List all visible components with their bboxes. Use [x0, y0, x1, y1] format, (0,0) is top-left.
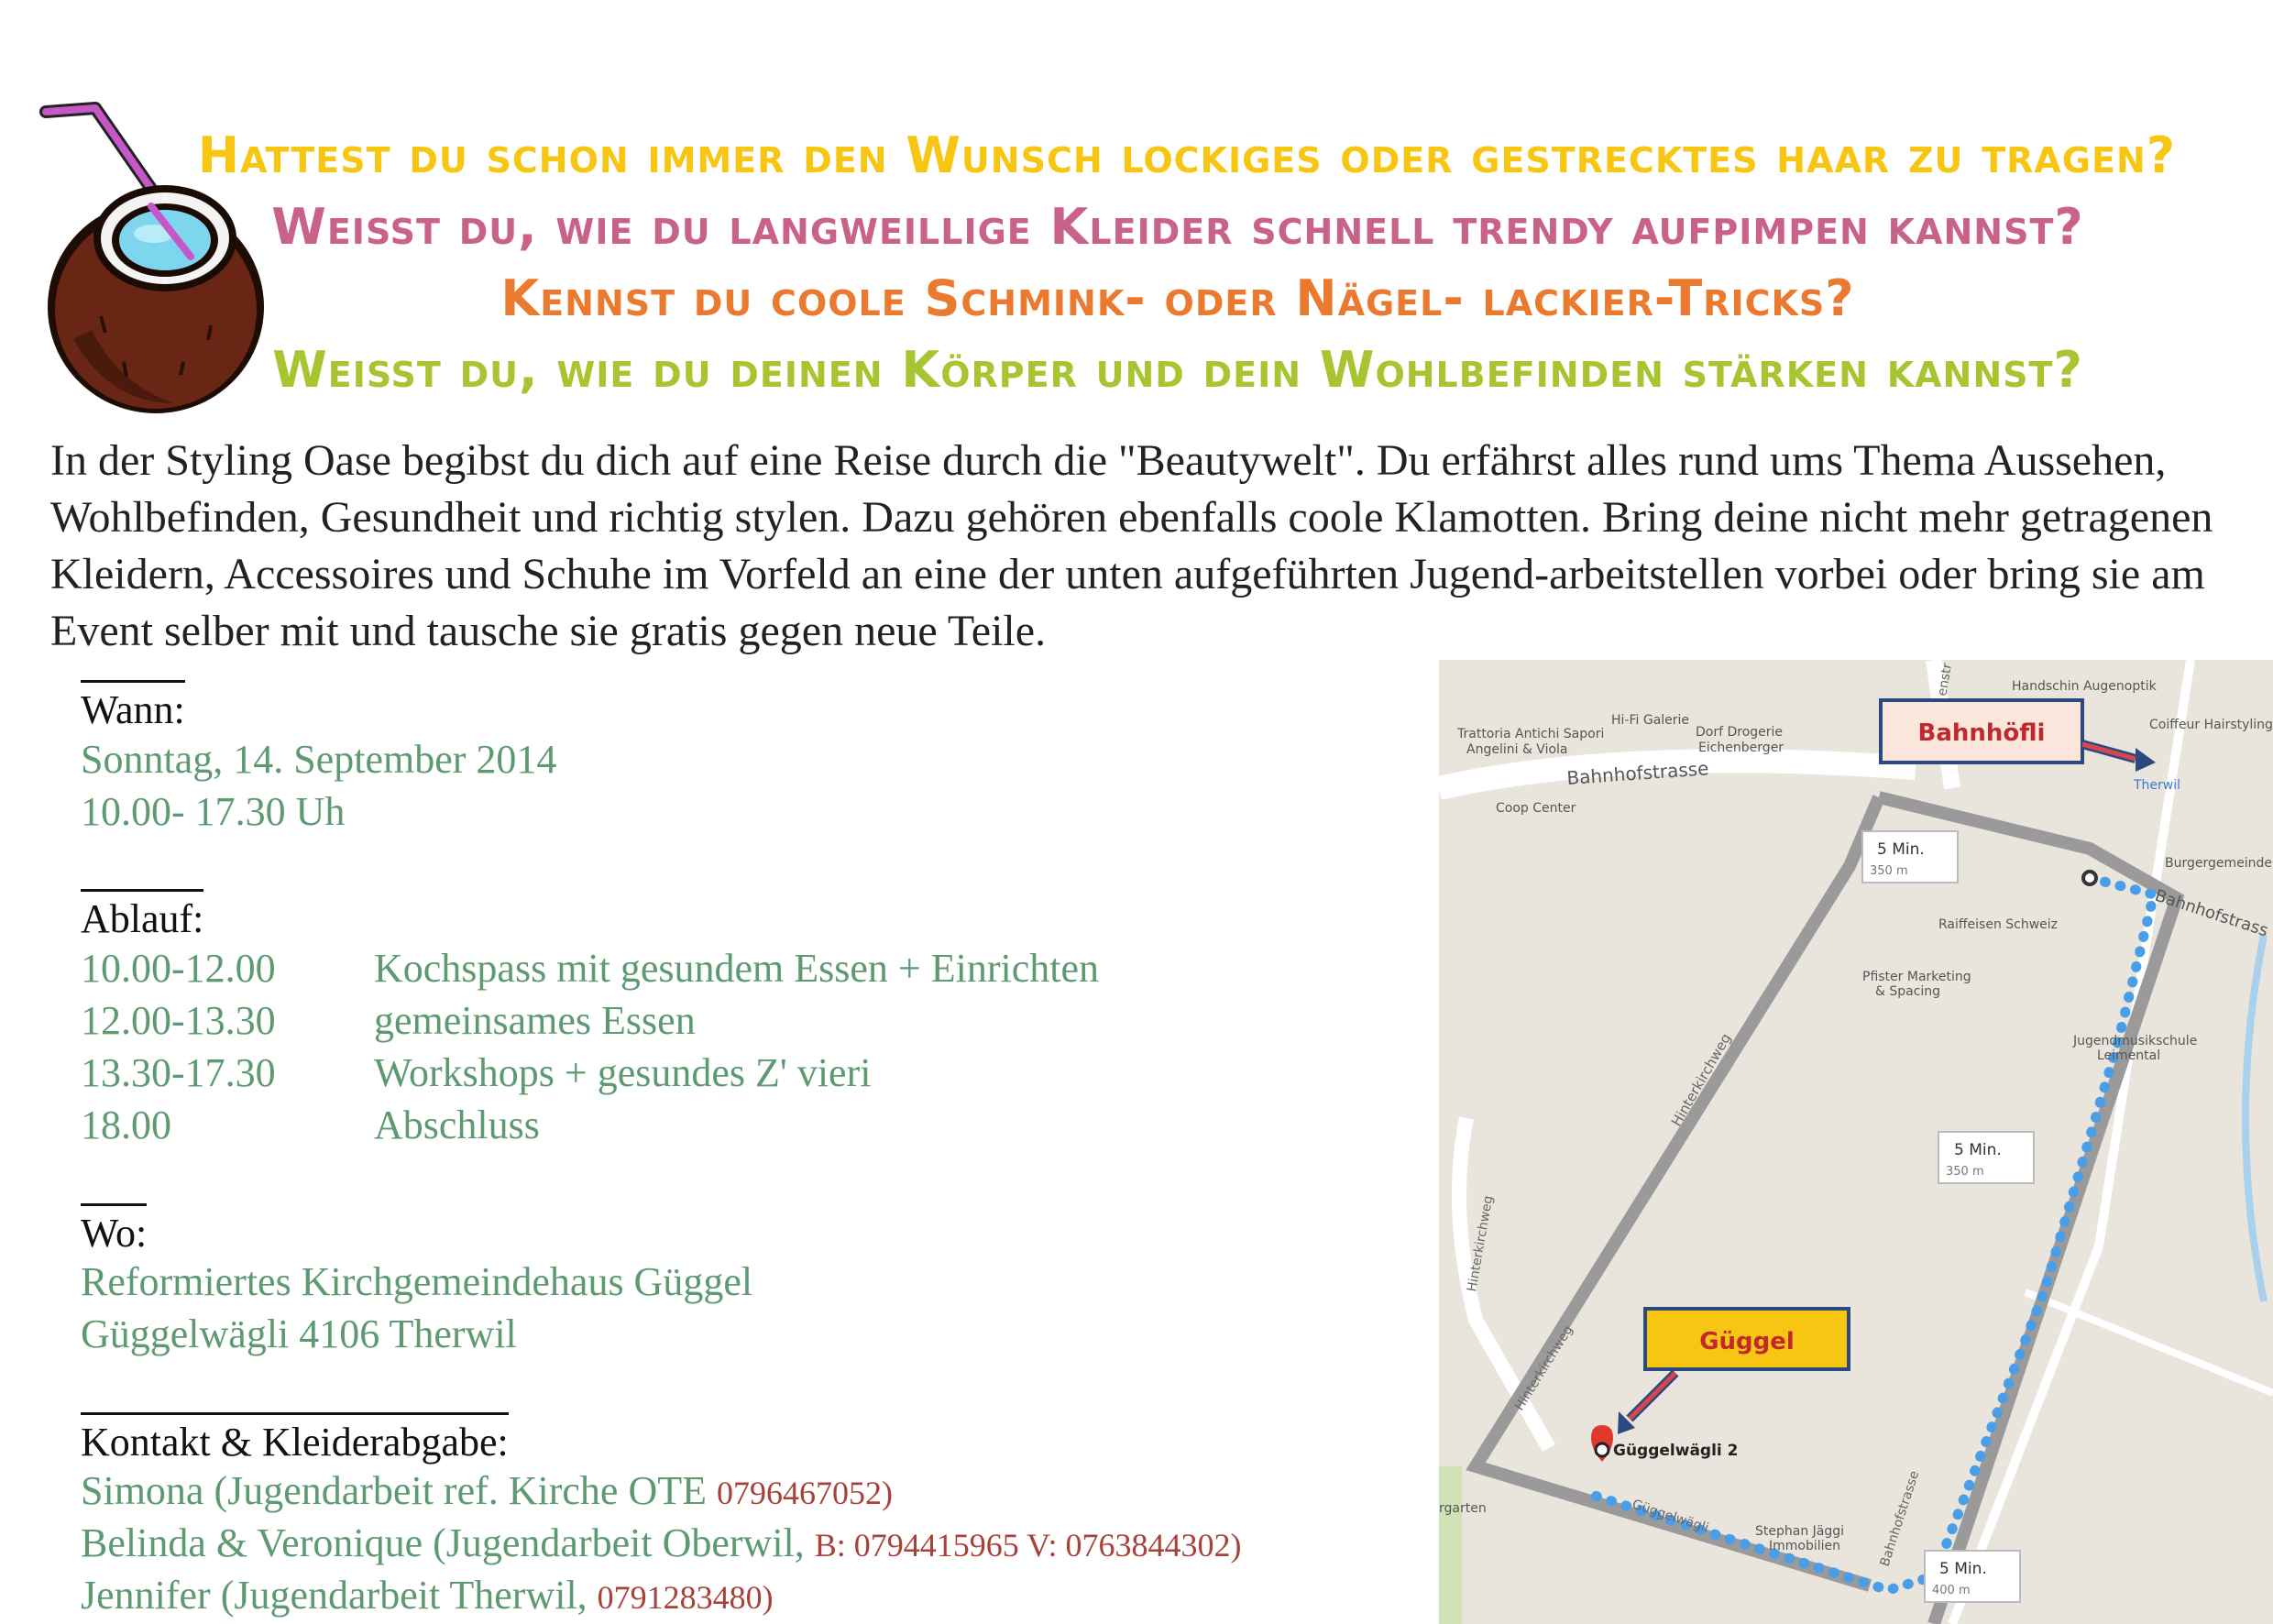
place-label: Therwil: [2134, 778, 2181, 793]
kontakt-heading-a: Kontakt: [81, 1420, 211, 1465]
place-label: Pfister Marketing: [1862, 970, 1971, 984]
schedule-text: gemeinsames Essen: [374, 998, 696, 1043]
place-label: Trattoria Antichi Sapori: [1457, 727, 1605, 741]
wann-heading: Wann:: [81, 680, 185, 736]
place-label: Leimental: [2097, 1048, 2161, 1063]
street-label: Bahnhofstrasse: [1565, 757, 1710, 789]
schedule-time: 12.00-13.30: [81, 998, 276, 1043]
place-label: Coiffeur Hairstyling: [2149, 718, 2273, 732]
schedule-time: 10.00-12.00: [81, 946, 276, 991]
walk-distance: 350 m: [1870, 864, 1908, 878]
place-label: Eichenberger: [1698, 741, 1784, 755]
street-label: Hinterkirchweg: [1667, 1030, 1735, 1129]
kontakt-heading: [81, 1412, 509, 1468]
venue-name: Reformiertes Kirchgemeindehaus Güggel: [81, 1259, 753, 1304]
place-label: Raiffeisen Schweiz: [1938, 917, 2059, 932]
schedule-time: 18.00: [81, 1103, 171, 1147]
contact-line: [81, 1465, 893, 1520]
headline-hair: Hattest du schon immer den Wunsch lockiges oder gestrecktes haar zu tragen?: [197, 126, 2177, 184]
schedule-text: Abschluss: [374, 1103, 540, 1147]
headline-makeup: Kennst du coole Schmink- oder Nägel- lackier-Tricks?: [500, 269, 1855, 327]
walk-distance: 350 m: [1946, 1165, 1984, 1179]
place-label: Stephan Jäggi: [1755, 1524, 1845, 1539]
headline-clothes: Weisst du, wie du langweillige Kleider schnell trendy aufpimpen kannst?: [271, 198, 2084, 256]
place-label: Dorf Drogerie: [1696, 725, 1784, 740]
contact-name: Simona (Jugendarbeit ref. Kirche OTE: [81, 1468, 717, 1513]
contact-phone: B: 0794415965 V: 0763844302): [814, 1527, 1242, 1564]
schedule-time: 13.30-17.30: [81, 1050, 276, 1095]
place-label: Immobilien: [1769, 1539, 1841, 1553]
kontakt-heading-amp: &: [220, 1420, 252, 1465]
schedule-text: Kochspass mit gesundem Essen + Einrichten: [374, 946, 1100, 991]
place-label: Coop Center: [1496, 801, 1576, 816]
place-label: rgarten: [1439, 1501, 1487, 1516]
contact-name: Jennifer (Jugendarbeit Therwil,: [81, 1573, 598, 1618]
venue-address: Güggelwägli 4106 Therwil: [81, 1311, 517, 1356]
place-label: Angelini & Viola: [1466, 742, 1568, 757]
street-label: Güggelwägli: [1630, 1497, 1711, 1536]
walk-time: 5 Min.: [1954, 1141, 2002, 1159]
contact-line: [81, 1569, 774, 1624]
event-date: Sonntag, 14. September 2014: [81, 737, 557, 782]
headline-wellbeing: Weisst du, wie du deinen Körper und dein Wohlbefinden stärken kannst?: [272, 341, 2083, 399]
place-label: Handschin Augenoptik: [2012, 679, 2157, 694]
walk-time: 5 Min.: [1939, 1560, 1987, 1578]
ablauf-heading: Ablauf:: [81, 889, 203, 945]
location-map: [1439, 660, 2273, 1624]
place-label: Jugendmusikschule: [2073, 1034, 2198, 1048]
walk-distance: 400 m: [1932, 1584, 1971, 1597]
pin-label: Güggelwägli 2: [1613, 1442, 1739, 1460]
bahnhoefli-label: Bahnhöfli: [1917, 719, 2046, 747]
event-time: 10.00- 17.30 Uh: [81, 789, 346, 834]
street-label: Hinterkirchweg: [1511, 1322, 1576, 1414]
street-label: Bahnhofstrass: [2152, 885, 2271, 941]
contact-phone: 0796467052): [717, 1475, 893, 1511]
intro-paragraph: In der Styling Oase begibst du dich auf eine Reise durch die "Beautywelt". Du erfährst alles rund ums Thema Aussehen, Wohlbefinden, Gesundheit und richtig stylen. Dazu gehören ebenfalls coole Klamotten. Bring deine nicht mehr getragenen Kleidern, Accessoires und Schuhe im Vorfeld an eine der unten aufgeführten Jugend-arbeitstellen vorbei oder bring sie am Event selber mit und tausche sie gratis gegen neue Teile.: [50, 436, 2213, 655]
contact-line: [81, 1517, 1241, 1572]
place-label: & Spacing: [1875, 984, 1941, 999]
contact-name: Belinda & Veronique (Jugendarbeit Oberwil,: [81, 1520, 815, 1565]
place-label: Burgergemeinde: [2165, 856, 2273, 871]
gueggel-label: Güggel: [1699, 1328, 1795, 1355]
place-label: Hi-Fi Galerie: [1611, 713, 1690, 728]
schedule-text: Workshops + gesundes Z' vieri: [374, 1050, 872, 1095]
kontakt-heading-b: Kleiderabgabe:: [262, 1420, 509, 1465]
walk-time: 5 Min.: [1877, 840, 1925, 859]
wo-heading: Wo:: [81, 1203, 147, 1259]
street-label: Bahnhofstrasse: [1877, 1468, 1923, 1569]
contact-phone: 0791283480): [597, 1579, 774, 1616]
street-label: enstr: [1935, 662, 1956, 697]
street-label: Hinterkirchweg: [1465, 1194, 1497, 1293]
